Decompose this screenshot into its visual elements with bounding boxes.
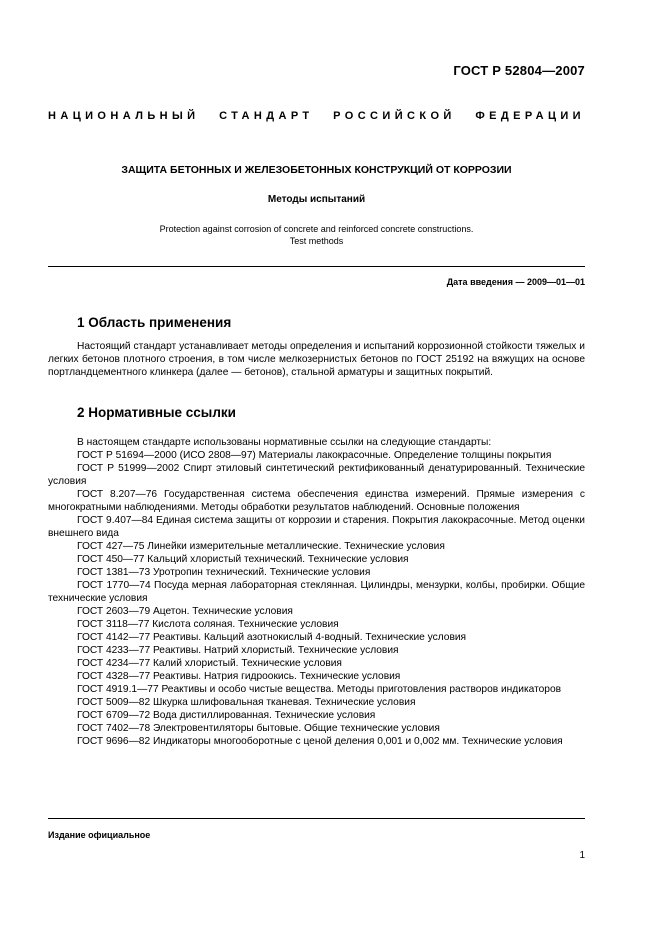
english-title-line-1: Protection against corrosion of concrete and reinforced concrete constructions. xyxy=(159,224,474,234)
edition-label: Издание официальное xyxy=(48,830,151,840)
section-1-heading: 1 Область применения xyxy=(77,315,232,330)
reference-item: ГОСТ 450—77 Кальций хлористый технический. Технические условия xyxy=(77,554,409,565)
references-intro: В настоящем стандарте использованы нормативные ссылки на следующие стандарты: xyxy=(77,437,492,448)
page-number: 1 xyxy=(579,850,585,861)
reference-item: ГОСТ 8.207—76 Государственная система обеспечения единства измерений. Прямые измерения с многократными наблюдениями. Методы обработки результатов наблюдений. Основные положения xyxy=(48,489,585,513)
section-1-body xyxy=(48,340,585,379)
section-2-heading: 2 Нормативные ссылки xyxy=(77,405,236,420)
national-standard-banner: НАЦИОНАЛЬНЫЙ СТАНДАРТ РОССИЙСКОЙ ФЕДЕРАЦИИ xyxy=(48,110,585,122)
reference-item: ГОСТ 1381—73 Уротропин технический. Технические условия xyxy=(77,567,371,578)
reference-item: ГОСТ 9696—82 Индикаторы многооборотные с ценой деления 0,001 и 0,002 мм. Технические условия xyxy=(77,736,563,747)
reference-item: ГОСТ 1770—74 Посуда мерная лабораторная стеклянная. Цилиндры, мензурки, колбы, пробирки. Общие технические условия xyxy=(48,580,585,604)
document-number: ГОСТ Р 52804—2007 xyxy=(453,63,585,78)
reference-item: ГОСТ 4919.1—77 Реактивы и особо чистые вещества. Методы приготовления растворов индикаторов xyxy=(77,684,562,695)
reference-item: ГОСТ 4234—77 Калий хлористый. Технические условия xyxy=(77,658,342,669)
reference-item: ГОСТ 4328—77 Реактивы. Натрия гидроокись. Технические условия xyxy=(77,671,401,682)
header-divider xyxy=(48,266,585,267)
effective-date: Дата введения — 2009—01—01 xyxy=(446,277,585,287)
reference-item: ГОСТ 4233—77 Реактивы. Натрий хлористый. Технические условия xyxy=(77,645,399,656)
reference-item: ГОСТ 9.407—84 Единая система защиты от коррозии и старения. Покрытия лакокрасочные. Метод оценки внешнего вида xyxy=(48,515,585,539)
reference-item: ГОСТ 427—75 Линейки измерительные металлические. Технические условия xyxy=(77,541,445,552)
reference-item: ГОСТ Р 51694—2000 (ИСО 2808—97) Материалы лакокрасочные. Определение толщины покрытия xyxy=(77,450,552,461)
document-title: ЗАЩИТА БЕТОННЫХ И ЖЕЛЕЗОБЕТОННЫХ КОНСТРУКЦИЙ ОТ КОРРОЗИИ xyxy=(121,164,512,176)
reference-item: ГОСТ 4142—77 Реактивы. Кальций азотнокислый 4-водный. Технические условия xyxy=(77,632,467,643)
reference-item: ГОСТ 2603—79 Ацетон. Технические условия xyxy=(77,606,293,617)
reference-item: ГОСТ 6709—72 Вода дистиллированная. Технические условия xyxy=(77,710,376,721)
footer-divider xyxy=(48,818,585,819)
reference-item: ГОСТ Р 51999—2002 Спирт этиловый синтетический ректификованный денатурированный. Технические условия xyxy=(48,463,585,487)
section-1-paragraph: Настоящий стандарт устанавливает методы определения и испытаний коррозионной стойкости тяжелых и легких бетонов плотного строения, в том числе мелкозернистых бетонов по ГОСТ 25192 на вяжущих на основе портландцементного клинкера (далее — бетонов), стальной арматуры и защитных покрытий. xyxy=(48,341,585,378)
english-title-line-2: Test methods xyxy=(289,236,344,246)
reference-item: ГОСТ 5009—82 Шкурка шлифовальная тканевая. Технические условия xyxy=(77,697,416,708)
reference-item: ГОСТ 7402—78 Электровентиляторы бытовые. Общие технические условия xyxy=(77,723,440,734)
section-2-body xyxy=(48,436,585,748)
reference-item: ГОСТ 3118—77 Кислота соляная. Технические условия xyxy=(77,619,339,630)
document-subtitle: Методы испытаний xyxy=(267,194,366,205)
